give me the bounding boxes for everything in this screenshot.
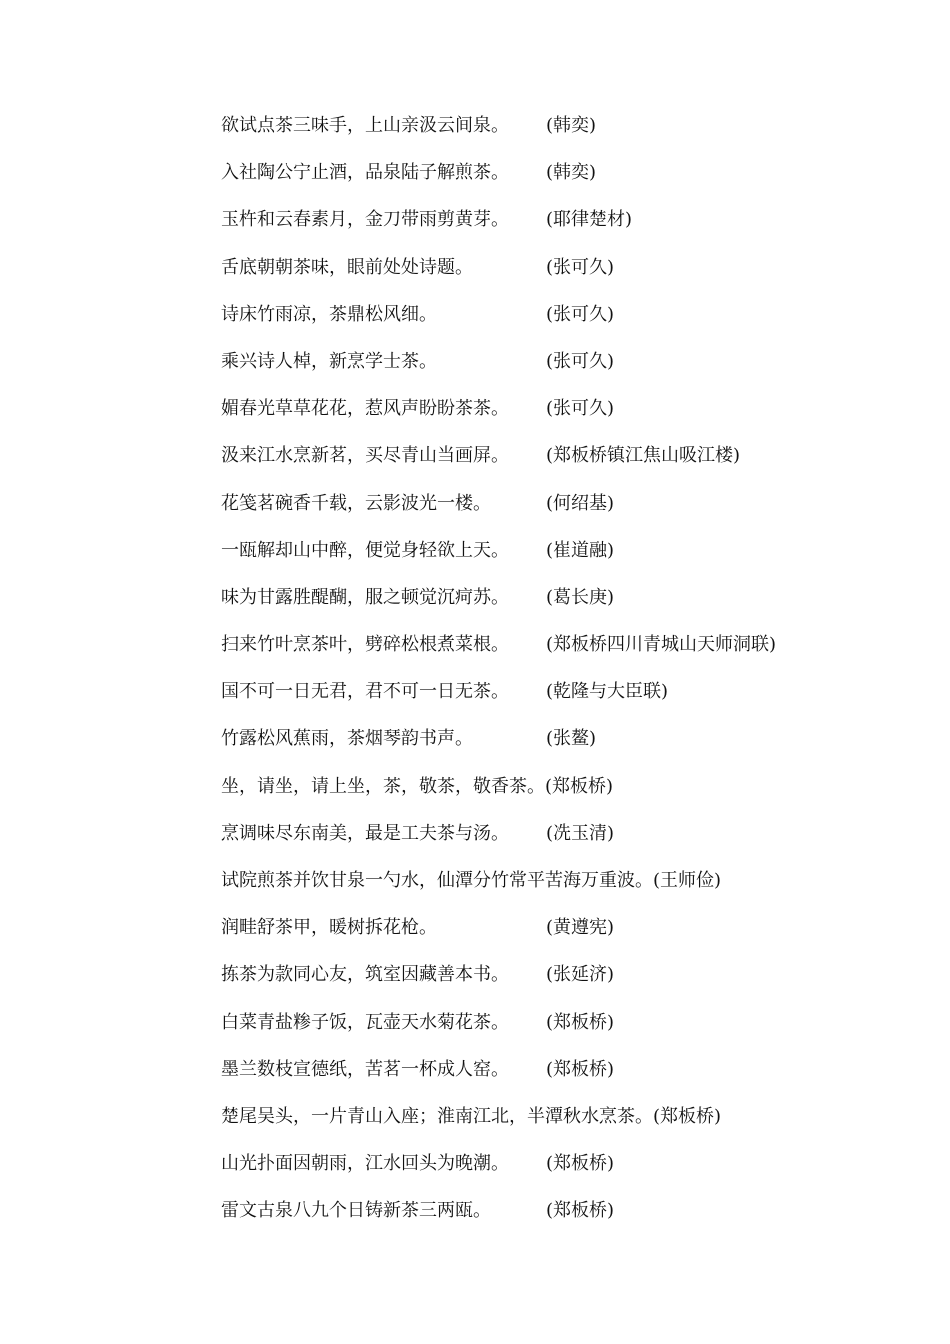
couplet-author: (张可久) bbox=[546, 398, 615, 420]
couplet-author: (王师俭) bbox=[653, 870, 722, 891]
couplet-line bbox=[221, 488, 921, 535]
couplet-author: (乾隆与大臣联) bbox=[546, 681, 669, 703]
couplet-text: 墨兰数枝宣德纸，苦茗一杯成人窑。 bbox=[221, 1058, 509, 1080]
couplet-author: (耶律楚材) bbox=[546, 209, 633, 231]
couplet-text: 味为甘露胜醍醐，服之顿觉沉疴苏。 bbox=[221, 586, 509, 608]
couplet-author: (张可久) bbox=[546, 256, 615, 278]
couplet-line bbox=[221, 629, 921, 676]
couplet-line bbox=[221, 535, 921, 582]
couplet-text: 诗床竹雨凉，茶鼎松风细。 bbox=[221, 303, 437, 325]
couplet-text: 坐，请坐，请上坐，茶，敬茶，敬香茶。 bbox=[221, 775, 545, 797]
couplet-author: (崔道融) bbox=[546, 539, 615, 561]
couplet-text: 欲试点茶三味手，上山亲汲云间泉。 bbox=[221, 115, 509, 136]
couplet-line bbox=[221, 1195, 921, 1242]
couplet-line bbox=[221, 582, 921, 629]
couplet-line bbox=[221, 676, 921, 723]
couplet-line bbox=[221, 959, 921, 1006]
couplet-text: 一瓯解却山中醉，便觉身轻欲上天。 bbox=[221, 539, 509, 561]
couplet-author: (郑板桥) bbox=[546, 1058, 615, 1080]
couplet-line bbox=[221, 204, 921, 251]
couplet-text: 汲来江水烹新茗，买尽青山当画屏。 bbox=[221, 445, 509, 467]
couplet-list bbox=[221, 110, 921, 1243]
couplet-line bbox=[221, 346, 921, 393]
couplet-text: 玉杵和云春素月，金刀带雨剪黄芽。 bbox=[221, 209, 509, 231]
couplet-line bbox=[221, 1007, 921, 1054]
couplet-author: (韩奕) bbox=[546, 115, 597, 136]
couplet-line bbox=[221, 912, 921, 959]
couplet-author: (张可久) bbox=[546, 303, 615, 325]
couplet-line bbox=[221, 252, 921, 299]
couplet-line bbox=[221, 440, 921, 487]
couplet-text: 润畦舒茶甲，暖树拆花枪。 bbox=[221, 917, 437, 939]
couplet-line bbox=[221, 393, 921, 440]
couplet-line bbox=[221, 1148, 921, 1195]
couplet-author: (张可久) bbox=[546, 350, 615, 372]
couplet-text: 国不可一日无君，君不可一日无茶。 bbox=[221, 681, 509, 703]
couplet-author: (郑板桥) bbox=[546, 1200, 615, 1222]
couplet-author: (郑板桥) bbox=[545, 775, 614, 797]
couplet-line bbox=[221, 818, 921, 865]
couplet-text: 舌底朝朝茶味，眼前处处诗题。 bbox=[221, 256, 473, 278]
couplet-text: 试院煎茶并饮甘泉一勺水，仙潭分竹常平苦海万重波。 bbox=[221, 870, 653, 891]
couplet-author: (葛长庚) bbox=[546, 586, 615, 608]
couplet-text: 花笺茗碗香千载，云影波光一楼。 bbox=[221, 492, 491, 514]
couplet-text: 入社陶公宁止酒，品泉陆子解煎茶。 bbox=[221, 162, 509, 184]
couplet-text: 雷文古泉八九个日铸新茶三两瓯。 bbox=[221, 1200, 491, 1222]
couplet-author: (郑板桥) bbox=[653, 1105, 722, 1127]
couplet-author: (郑板桥四川青城山天师洞联) bbox=[546, 634, 777, 656]
couplet-line bbox=[221, 723, 921, 770]
couplet-text: 拣茶为款同心友，筑室因藏善本书。 bbox=[221, 964, 509, 986]
couplet-text: 烹调味尽东南美，最是工夫茶与汤。 bbox=[221, 822, 509, 844]
couplet-author: (冼玉清) bbox=[546, 822, 615, 844]
couplet-author: (黄遵宪) bbox=[546, 917, 615, 939]
couplet-line bbox=[221, 1054, 921, 1101]
couplet-text: 山光扑面因朝雨，江水回头为晚潮。 bbox=[221, 1153, 509, 1175]
couplet-author: (何绍基) bbox=[546, 492, 615, 514]
couplet-line bbox=[221, 771, 921, 818]
couplet-line bbox=[221, 1101, 921, 1148]
couplet-author: (张延济) bbox=[546, 964, 615, 986]
couplet-text: 竹露松风蕉雨，茶烟琴韵书声。 bbox=[221, 728, 473, 750]
couplet-line bbox=[221, 110, 921, 157]
couplet-line bbox=[221, 299, 921, 346]
couplet-text: 楚尾吴头，一片青山入座；淮南江北，半潭秋水烹茶。 bbox=[221, 1105, 653, 1127]
couplet-author: (郑板桥) bbox=[546, 1011, 615, 1033]
couplet-author: (张鳌) bbox=[546, 728, 597, 750]
couplet-line bbox=[221, 865, 921, 912]
couplet-line bbox=[221, 157, 921, 204]
couplet-text: 白菜青盐糁子饭，瓦壶天水菊花茶。 bbox=[221, 1011, 509, 1033]
couplet-text: 媚春光草草花花，惹风声盼盼茶茶。 bbox=[221, 398, 509, 420]
couplet-text: 扫来竹叶烹茶叶，劈碎松根煮菜根。 bbox=[221, 634, 509, 656]
couplet-text: 乘兴诗人棹，新烹学士茶。 bbox=[221, 350, 437, 372]
couplet-author: (韩奕) bbox=[546, 162, 597, 184]
couplet-author: (郑板桥) bbox=[546, 1153, 615, 1175]
couplet-author: (郑板桥镇江焦山吸江楼) bbox=[546, 445, 741, 467]
